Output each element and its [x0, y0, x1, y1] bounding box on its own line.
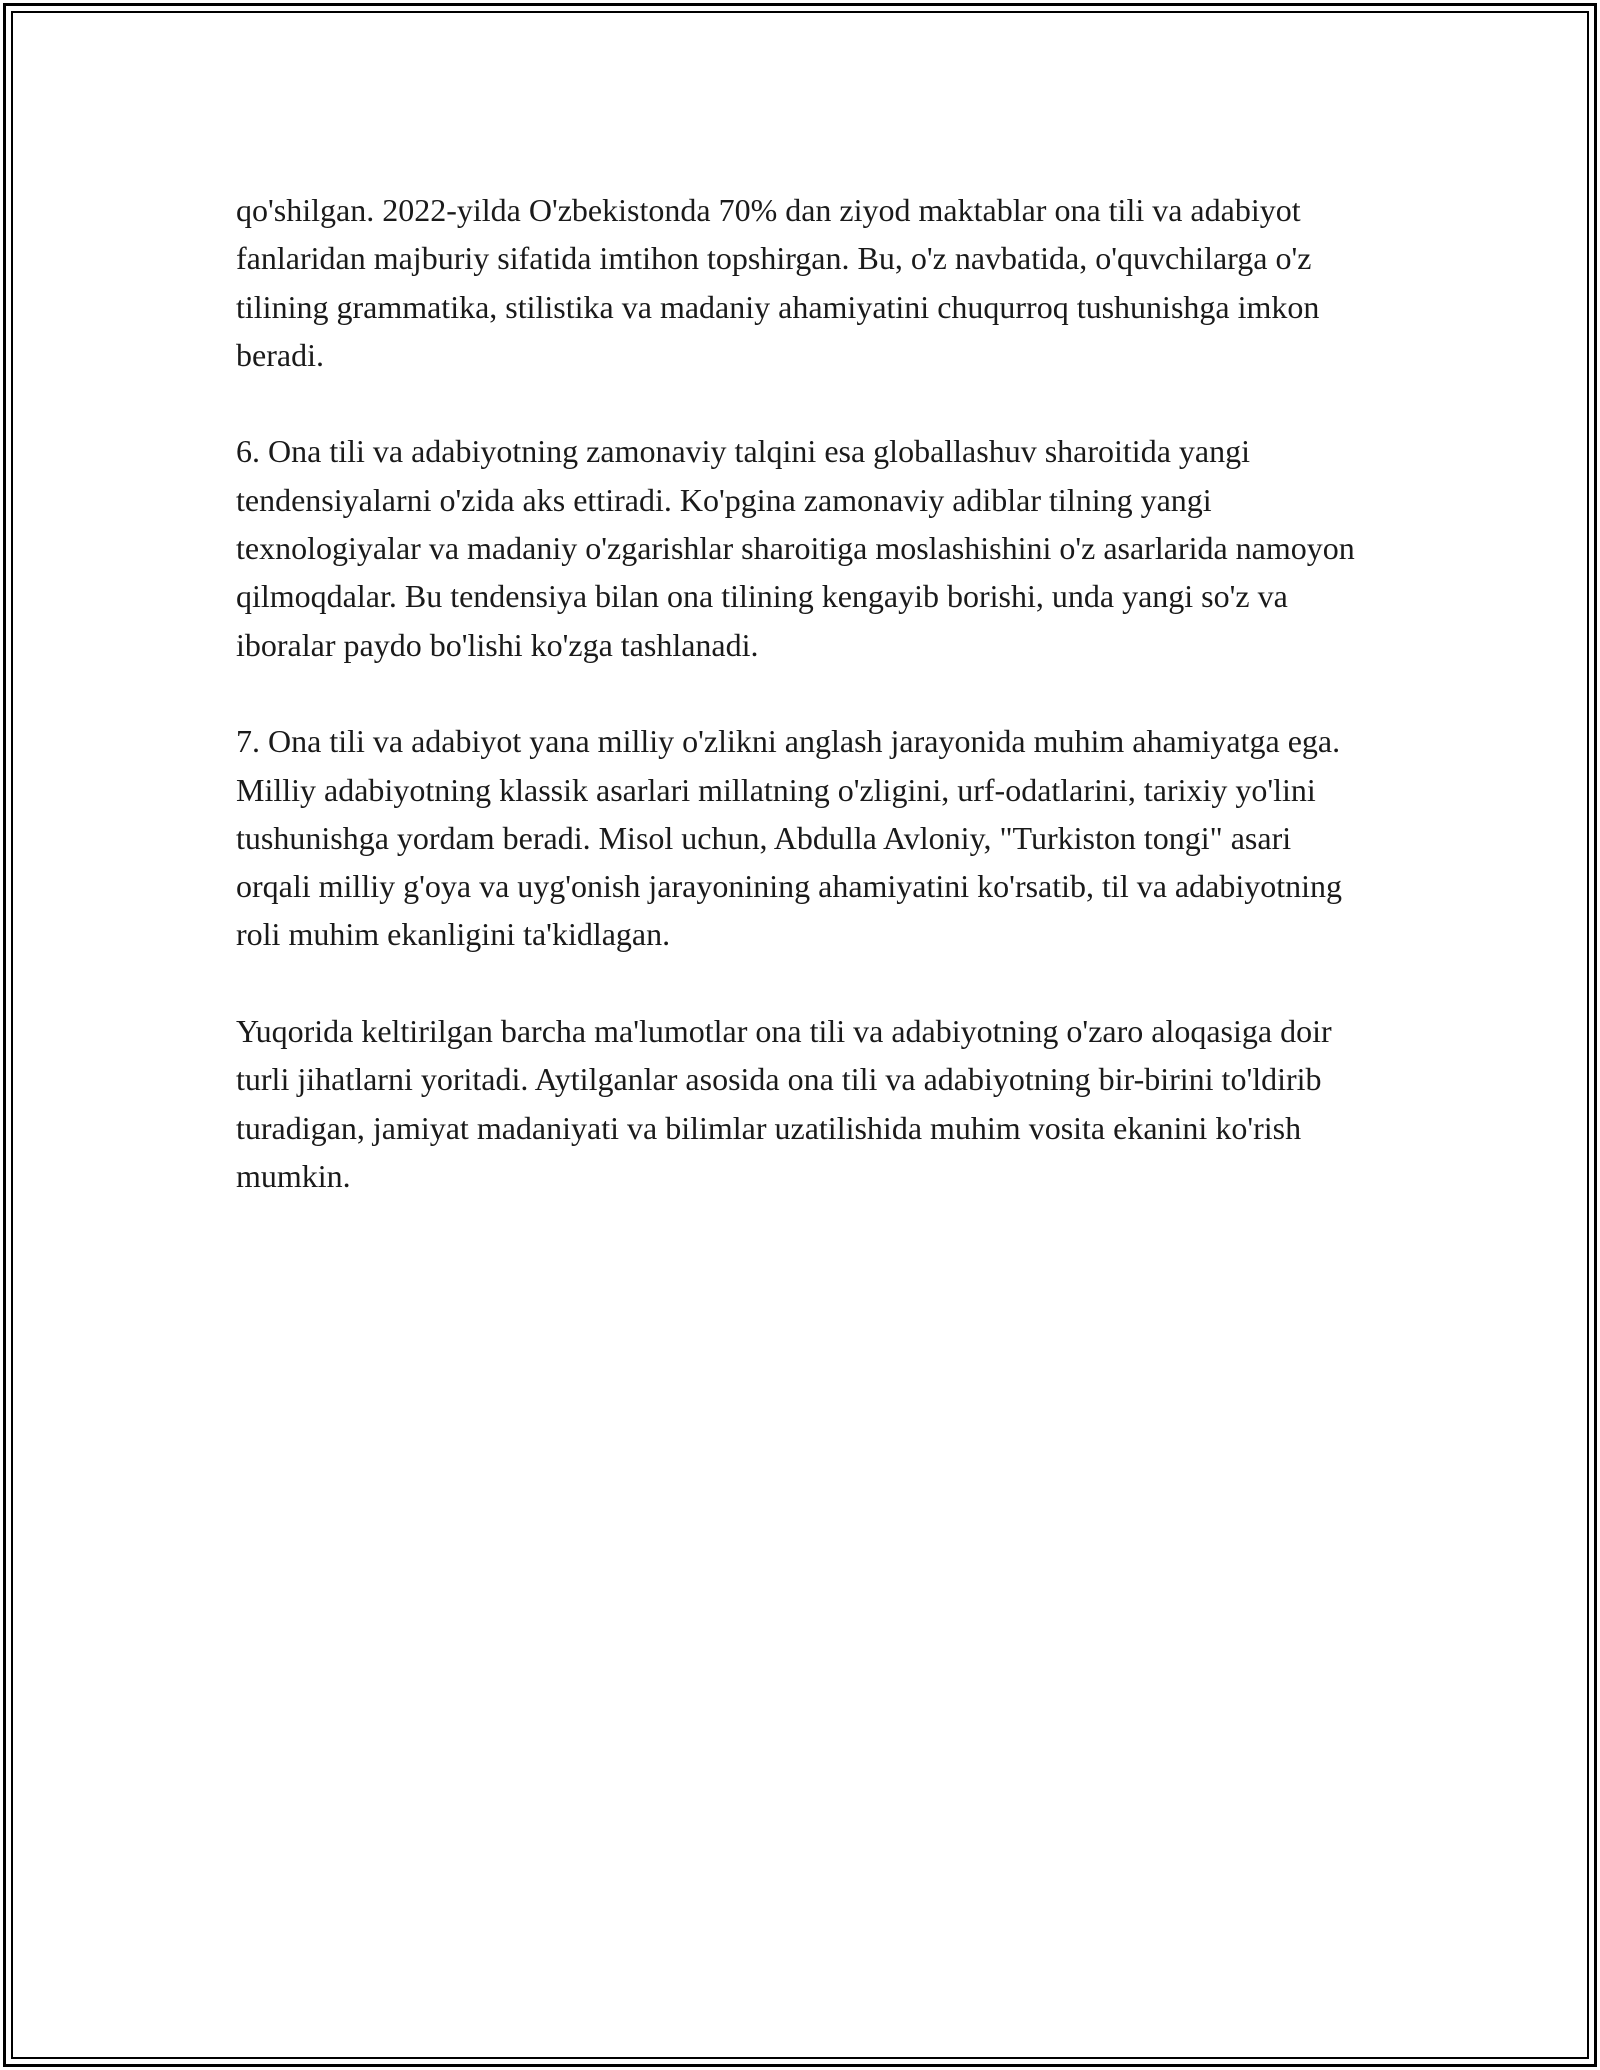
paragraph-point-7: 7. Ona tili va adabiyot yana milliy o'zlikni anglash jarayonida muhim ahamiyatga ega. Milliy adabiyotning klassik asarlari millatning o'zligini, urf-odatlarini, tarixiy yo'lini tushunishga yordam beradi. Misol uchun, Abdulla Avloniy, "Turkiston tongi" asari orqali milliy g'oya va uyg'onish jarayonining ahamiyatini ko'rsatib, til va adabiyotning roli muhim ekanligini ta'kidlagan. — [236, 723, 1342, 953]
paragraph-point-6: 6. Ona tili va adabiyotning zamonaviy talqini esa globallashuv sharoitida yangi tendensiyalarni o'zida aks ettiradi. Ko'pgina zamonaviy adiblar tilning yangi texnologiyalar va madaniy o'zgarishlar sharoitiga moslashishini o'z asarlarida namoyon qilmoqdalar. Bu tendensiya bilan ona tilining kengayib borishi, unda yangi so'z va iboralar paydo bo'lishi ko'zga tashlanadi. — [236, 433, 1355, 663]
document-body — [236, 186, 1366, 1249]
paragraph-continuation: qo'shilgan. 2022-yilda O'zbekistonda 70% dan ziyod maktablar ona tili va adabiyot fanlaridan majburiy sifatida imtihon topshirgan. Bu, o'z navbatida, o'quvchilarga o'z tilining grammatika, stilistika va madaniy ahamiyatini chuqurroq tushunishga imkon beradi. — [236, 192, 1320, 373]
paragraph-conclusion: Yuqorida keltirilgan barcha ma'lumotlar ona tili va adabiyotning o'zaro aloqasiga doir turli jihatlarni yoritadi. Aytilganlar asosida ona tili va adabiyotning bir-birini to'ldirib turadigan, jamiyat madaniyati va bilimlar uzatilishida muhim vosita ekanini ko'rish mumkin. — [236, 1013, 1332, 1194]
